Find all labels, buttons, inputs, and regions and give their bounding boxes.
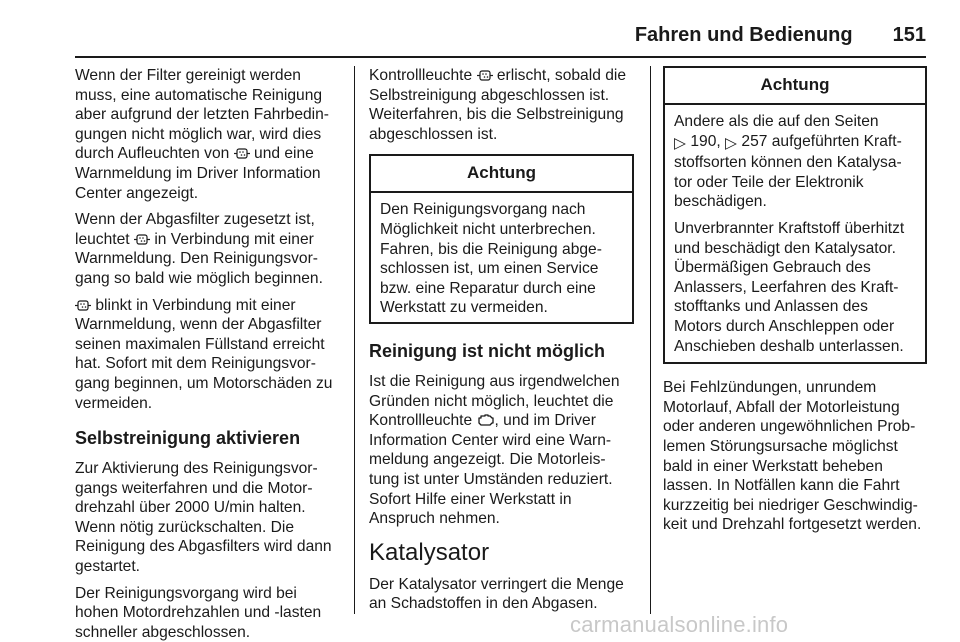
column-divider-1 [354,66,355,614]
column-divider-2 [650,66,651,614]
column-3 [663,66,927,542]
warning-text: Den Reinigungsvorgang nach Möglichkeit nicht unterbrechen. Fahren, bis die Reinigung abge- schlossen ist, um einen Service bzw. eine Reparatur durch eine Werkstatt zu vermeiden. [380,201,602,317]
diesel-particle-filter-icon [134,233,150,246]
warning-box-interruption [369,154,634,324]
heading-cleaning-not-possible: Reinigung ist nicht möglich [369,340,605,361]
diesel-particle-filter-icon [477,69,493,82]
page-reference-arrow-icon[interactable]: ▷ [725,134,738,152]
paragraph-light-off: Kontrollleuchte erlischt, sobald die Selbstreinigung abgeschlossen ist. Weiterfahren, bis die Selbstreinigung abgeschlossen ist. [369,67,627,143]
page-title: Fahren und Bedienung [634,24,853,46]
column-1 [75,66,343,642]
warning-title: Achtung [665,68,925,105]
paragraph-catalyst: Der Katalysator verringert die Menge an Schadstoffen in den Abgasen. [369,575,624,613]
warning-title: Achtung [371,156,632,193]
column-2 [369,66,634,621]
diesel-particle-filter-icon [75,299,91,312]
header-rule [75,56,926,58]
heading-self-cleaning: Selbstreinigung aktivieren [75,428,301,449]
paragraph-misfire: Bei Fehlzündungen, unrundem Motorlauf, Abfall der Motorleistung oder anderen ungewöhnlichen Prob- lemen Störungsursache möglichst bald in einer Werkstatt beheben lassen. In Notfällen kann die Fahrt kurzzeitig bei niedriger Geschwindig- keit und Drehzahl fortgesetzt werden. [663,379,922,534]
engine-check-icon [477,413,495,427]
warning-text: Andere als die auf den Seiten ▷ 190, ▷ 257 aufgeführten Kraft- stoffsorten können den Katalysa- tor oder Teile der Elektronik beschädigen. Unverbrannter Kraftstoff überhitzt und beschädigt den Katalysator. Übermäßigen Gebrauch des Anlassers, Leerfahren des Kraft- stofftanks und Anlassen des Motors durch Anschleppen oder Anschieben deshalb unterlassen. [674,113,905,355]
page-number: 151 [892,24,926,46]
paragraph-high-rpm: Der Reinigungsvorgang wird bei hohen Motordrehzahlen und -lasten schneller abgeschlossen. [75,584,322,641]
paragraph-filter-cleaning: Wenn der Filter gereinigt werden muss, eine automatische Reinigung aber aufgrund der letzten Fahrbedin- gungen nicht möglich war, wird dies durch Aufleuchten von und eine Warnmeldung im Driver Information Center angezeigt. [75,67,329,202]
paragraph-filter-blinking: blinkt in Verbindung mit einer Warnmeldung, wenn der Abgasfilter seinen maximalen Füllstand erreicht hat. Sofort mit dem Reinigungsvor- gang beginnen, um Motorschäden zu vermeiden. [75,296,333,412]
page-reference-190[interactable]: 190, [690,132,721,150]
watermark: carmanualsonline.info [570,612,789,637]
paragraph-filter-clogged: Wenn der Abgasfilter zugesetzt ist, leuchtet in Verbindung mit einer Warnmeldung. Den Reinigungsvor- gang so bald wie möglich beginnen. [75,211,323,287]
paragraph-activation: Zur Aktivierung des Reinigungsvor- gangs weiterfahren und die Motor- drehzahl über 2000 U/min halten. Wenn nötig zurückschalten. Die Reinigung des Abgasfilters wird dann gestartet. [75,460,332,576]
page-header [0,24,926,54]
page-reference-arrow-icon[interactable]: ▷ [674,134,686,152]
diesel-particle-filter-icon [234,147,250,160]
warning-box-fuel [663,66,927,364]
paragraph-cleaning-not-possible: Ist die Reinigung aus irgendwelchen Gründen nicht möglich, leuchtet die Kontrollleuchte , und im Driver Information Center wird eine Warn- meldung angezeigt. Die Motorleis- tung ist unter Umständen reduziert. Sofort Hilfe einer Werkstatt in Anspruch nehmen. [369,372,620,528]
section-title-catalyst: Katalysator [369,538,490,566]
